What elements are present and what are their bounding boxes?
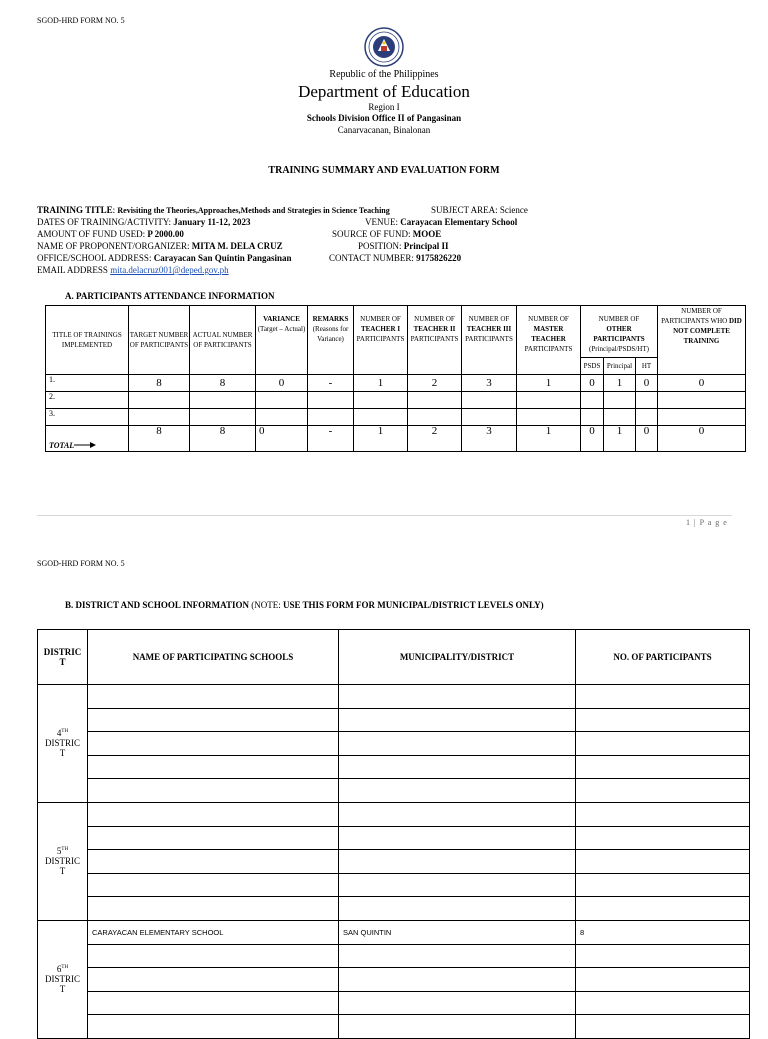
col-other-header: NUMBER OF OTHER PARTICIPANTS (Principal/PSDS/HT) <box>581 306 658 358</box>
cell-variance <box>256 392 308 409</box>
col-t3-header: NUMBER OF TEACHER III PARTICIPANTS <box>462 306 517 375</box>
col-district-header: DISTRICT <box>38 630 88 685</box>
total-did-not: 0 <box>658 426 746 452</box>
table-row <box>38 873 750 897</box>
municipality-cell <box>339 944 576 968</box>
attendance-table <box>45 305 746 452</box>
participants-cell <box>576 779 750 803</box>
total-principal: 1 <box>604 426 636 452</box>
col-mt-header: NUMBER OF MASTER TEACHER PARTICIPANTS <box>517 306 581 375</box>
cell-mt <box>517 409 581 426</box>
section-b-title: B. DISTRICT AND SCHOOL INFORMATION (NOTE: USE THIS FORM FOR MUNICIPAL/DISTRICT LEVELS ONLY) <box>65 600 544 610</box>
table-row <box>38 826 750 850</box>
col-participants-header: NO. OF PARTICIPANTS <box>576 630 750 685</box>
col-target-header: TARGET NUMBER OF PARTICIPANTS <box>129 306 190 375</box>
position-line: POSITION: Principal II <box>358 241 449 251</box>
school-name-cell <box>88 1015 339 1039</box>
school-name-cell <box>88 802 339 826</box>
table-row <box>38 944 750 968</box>
cell-t2 <box>408 392 462 409</box>
cell-t3: 3 <box>462 375 517 392</box>
municipality-cell <box>339 991 576 1015</box>
cell-remarks: - <box>308 375 354 392</box>
col-title-header: TITLE OF TRAININGS IMPLEMENTED <box>46 306 129 375</box>
cell-did-not <box>658 409 746 426</box>
division-text: Schools Division Office II of Pangasinan <box>306 113 462 123</box>
division-address: Canarvacanan, Binalonan <box>337 125 431 135</box>
table-row <box>46 392 746 409</box>
col-remarks-header: REMARKS (Reasons for Variance) <box>308 306 354 375</box>
table-row <box>38 708 750 732</box>
total-remarks: - <box>308 426 354 452</box>
cell-did-not <box>658 392 746 409</box>
municipality-cell <box>339 850 576 874</box>
cell-mt <box>517 392 581 409</box>
col-t1-header: NUMBER OF TEACHER I PARTICIPANTS <box>354 306 408 375</box>
participants-cell <box>576 1015 750 1039</box>
participants-cell <box>576 873 750 897</box>
table-row <box>38 920 750 944</box>
participants-cell <box>576 944 750 968</box>
cell-did-not: 0 <box>658 375 746 392</box>
cell-actual <box>190 392 256 409</box>
cell-remarks <box>308 409 354 426</box>
district-6-cell: 6TH DISTRICT <box>38 920 88 1038</box>
cell-remarks <box>308 392 354 409</box>
training-title-line: TRAINING TITLE: Revisiting the Theories,Approaches,Methods and Strategies in Science Teaching <box>37 205 390 215</box>
cell-t3 <box>462 409 517 426</box>
email-line: EMAIL ADDRESS mita.delacruz001@deped.gov.ph <box>37 265 229 275</box>
cell-psds <box>581 409 604 426</box>
participants-cell <box>576 850 750 874</box>
table-row <box>38 732 750 756</box>
cell-target <box>129 392 190 409</box>
participants-cell <box>576 802 750 826</box>
table-row <box>38 897 750 921</box>
municipality-cell <box>339 708 576 732</box>
col-t2-header: NUMBER OF TEACHER II PARTICIPANTS <box>408 306 462 375</box>
district-4-cell: 4TH DISTRICT <box>38 685 88 803</box>
district-table <box>37 629 750 1039</box>
cell-mt: 1 <box>517 375 581 392</box>
table-row <box>38 1015 750 1039</box>
cell-target <box>129 409 190 426</box>
cell-actual <box>190 409 256 426</box>
source-line: SOURCE OF FUND: MOOE <box>332 229 442 239</box>
total-label: TOTAL <box>46 426 129 452</box>
municipality-cell <box>339 802 576 826</box>
cell-variance <box>256 409 308 426</box>
contact-line: CONTACT NUMBER: 9175826220 <box>329 253 462 263</box>
cell-t1 <box>354 392 408 409</box>
col-variance-header: VARIANCE (Target – Actual) <box>256 306 308 375</box>
school-name-cell <box>88 991 339 1015</box>
col-municipality-header: MUNICIPALITY/DISTRICT <box>339 630 576 685</box>
cell-target: 8 <box>129 375 190 392</box>
col-schools-header: NAME OF PARTICIPATING SCHOOLS <box>88 630 339 685</box>
cell-ht: 0 <box>636 375 658 392</box>
cell-t3 <box>462 392 517 409</box>
participants-cell <box>576 732 750 756</box>
table-row <box>38 850 750 874</box>
total-psds: 0 <box>581 426 604 452</box>
total-target: 8 <box>129 426 190 452</box>
table-row <box>38 802 750 826</box>
municipality-cell <box>339 968 576 992</box>
total-t3: 3 <box>462 426 517 452</box>
cell-variance: 0 <box>256 375 308 392</box>
school-name-cell <box>88 850 339 874</box>
deped-seal-icon <box>364 27 404 67</box>
municipality-cell <box>339 685 576 709</box>
school-name-cell: CARAYACAN ELEMENTARY SCHOOL <box>88 920 339 944</box>
cell-ht <box>636 392 658 409</box>
participants-cell <box>576 826 750 850</box>
amount-line: AMOUNT OF FUND USED: P 2000.00 <box>37 229 184 239</box>
cell-t2: 2 <box>408 375 462 392</box>
school-name-cell <box>88 968 339 992</box>
col-ht-header: HT <box>636 358 658 375</box>
participants-cell <box>576 685 750 709</box>
participants-cell <box>576 991 750 1015</box>
email-link[interactable]: mita.delacruz001@deped.gov.ph <box>110 265 229 275</box>
total-t1: 1 <box>354 426 408 452</box>
total-actual: 8 <box>190 426 256 452</box>
school-name-cell <box>88 944 339 968</box>
municipality-cell <box>339 779 576 803</box>
col-psds-header: PSDS <box>581 358 604 375</box>
municipality-cell: SAN QUINTIN <box>339 920 576 944</box>
total-row <box>46 426 746 452</box>
participants-cell <box>576 897 750 921</box>
cell-ht <box>636 409 658 426</box>
municipality-cell <box>339 826 576 850</box>
cell-psds <box>581 392 604 409</box>
cell-actual: 8 <box>190 375 256 392</box>
republic-text: Republic of the Philippines <box>329 69 439 80</box>
section-a-title: A. PARTICIPANTS ATTENDANCE INFORMATION <box>65 291 275 301</box>
form-number-page-2: SGOD-HRD FORM NO. 5 <box>37 559 125 568</box>
col-principal-header: Principal <box>604 358 636 375</box>
cell-principal: 1 <box>604 375 636 392</box>
municipality-cell <box>339 897 576 921</box>
page-divider <box>37 515 732 516</box>
page-number: 1 | P a g e <box>686 518 728 527</box>
cell-principal <box>604 392 636 409</box>
participants-cell <box>576 968 750 992</box>
school-name-cell <box>88 755 339 779</box>
office-line: OFFICE/SCHOOL ADDRESS: Carayacan San Quintin Pangasinan <box>37 253 292 263</box>
school-name-cell <box>88 779 339 803</box>
venue-line: VENUE: Carayacan Elementary School <box>365 217 518 227</box>
school-name-cell <box>88 826 339 850</box>
school-name-cell <box>88 708 339 732</box>
col-actual-header: ACTUAL NUMBER OF PARTICIPANTS <box>190 306 256 375</box>
form-number: SGOD-HRD FORM NO. 5 <box>37 16 125 25</box>
municipality-cell <box>339 732 576 756</box>
total-ht: 0 <box>636 426 658 452</box>
subject-area: SUBJECT AREA: Science <box>431 205 528 215</box>
row-label: 3. <box>46 409 129 426</box>
table-row <box>38 685 750 709</box>
total-t2: 2 <box>408 426 462 452</box>
cell-psds: 0 <box>581 375 604 392</box>
cell-principal <box>604 409 636 426</box>
municipality-cell <box>339 873 576 897</box>
participants-cell <box>576 708 750 732</box>
form-title: TRAINING SUMMARY AND EVALUATION FORM <box>268 165 500 176</box>
row-label: 2. <box>46 392 129 409</box>
table-row <box>38 779 750 803</box>
cell-t1: 1 <box>354 375 408 392</box>
table-row <box>46 375 746 392</box>
municipality-cell <box>339 755 576 779</box>
col-did-not-complete-header: NUMBER OF PARTICIPANTS WHO DID NOT COMPLETE TRAINING <box>658 306 746 375</box>
dates-line: DATES OF TRAINING/ACTIVITY: January 11-12, 2023 <box>37 217 251 227</box>
total-mt: 1 <box>517 426 581 452</box>
school-name-cell <box>88 897 339 921</box>
table-row <box>38 755 750 779</box>
table-row <box>38 991 750 1015</box>
arrow-right-icon <box>74 442 96 448</box>
department-name: Department of Education <box>298 82 470 101</box>
district-5-cell: 5TH DISTRICT <box>38 802 88 920</box>
proponent-line: NAME OF PROPONENT/ORGANIZER: MITA M. DELA CRUZ <box>37 241 283 251</box>
municipality-cell <box>339 1015 576 1039</box>
total-variance: 0 <box>256 426 308 452</box>
cell-t2 <box>408 409 462 426</box>
school-name-cell <box>88 873 339 897</box>
table-row <box>46 409 746 426</box>
table-row <box>38 968 750 992</box>
cell-t1 <box>354 409 408 426</box>
participants-cell <box>576 755 750 779</box>
region-text: Region I <box>368 102 400 112</box>
participants-cell: 8 <box>576 920 750 944</box>
school-name-cell <box>88 685 339 709</box>
row-label: 1. <box>46 375 129 392</box>
school-name-cell <box>88 732 339 756</box>
